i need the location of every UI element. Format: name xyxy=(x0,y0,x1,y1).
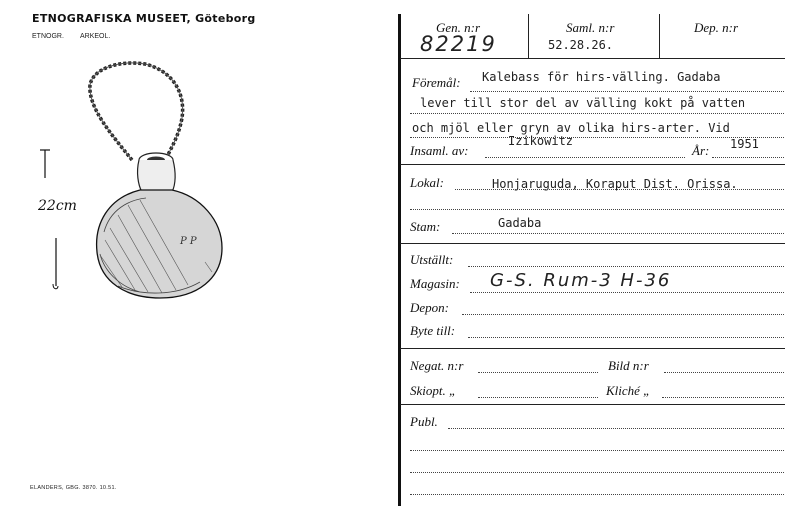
gen-value: 82219 xyxy=(420,32,497,56)
section-rule-4 xyxy=(400,404,785,405)
publ-rule-3 xyxy=(410,472,784,473)
museum-city: Göteborg xyxy=(195,12,256,25)
lokal-label: Lokal: xyxy=(410,175,444,190)
stam-label: Stam: xyxy=(410,219,441,234)
saml-value: 52.28.26. xyxy=(548,38,614,52)
foremal-line-rule-1 xyxy=(470,91,784,92)
depon-rule xyxy=(462,314,784,315)
section-rule-3 xyxy=(400,348,785,349)
insaml-rule xyxy=(485,157,685,158)
section-rule-2 xyxy=(400,243,785,244)
utstallt-rule xyxy=(468,266,784,267)
stam-value: Gadaba xyxy=(498,216,542,230)
negat-label: Negat. n:r xyxy=(410,358,464,373)
museum-title: ETNOGRAFISKA MUSEET, xyxy=(32,12,191,25)
card-divider xyxy=(398,14,401,506)
gen-label: Gen. n:r xyxy=(436,20,481,35)
foremal-line-rule-2 xyxy=(410,113,784,114)
foremal-line-3: och mjöl eller gryn av olika hirs-arter. Vid xyxy=(412,121,730,135)
skiopt-rule xyxy=(478,397,598,398)
lokal-rule-2 xyxy=(410,209,784,210)
dept-arkeol: ARKEOL. xyxy=(80,33,111,40)
skiopt-label: Skiopt. „ xyxy=(410,383,457,398)
header-divider-2 xyxy=(659,14,660,58)
byte-label: Byte till: xyxy=(410,323,456,338)
insaml-value: Izikowitz xyxy=(508,134,574,148)
stam-rule xyxy=(452,233,784,234)
negat-rule xyxy=(478,372,598,373)
ar-value: 1951 xyxy=(730,137,759,151)
byte-rule xyxy=(468,337,784,338)
utstallt-label: Utställt: xyxy=(410,252,454,267)
kliche-label: Kliché „ xyxy=(606,383,651,398)
kliche-rule xyxy=(662,397,784,398)
publ-rule-4 xyxy=(410,494,784,495)
lokal-rule-1 xyxy=(455,189,784,190)
header-rule xyxy=(400,58,785,59)
publ-label: Publ. xyxy=(410,414,438,429)
header-divider-1 xyxy=(528,14,529,58)
foremal-line-rule-3 xyxy=(410,137,784,138)
publ-rule-2 xyxy=(410,450,784,451)
section-rule-1 xyxy=(400,164,785,165)
dept-etnogr: ETNOGR. xyxy=(32,33,64,40)
depon-label: Depon: xyxy=(410,300,449,315)
lokal-value: Honjaruguda, Koraput Dist. Orissa. xyxy=(492,177,738,191)
publ-rule-1 xyxy=(448,428,784,429)
foremal-line-1: Kalebass för hirs-välling. Gadaba xyxy=(482,70,721,84)
ar-label: År: xyxy=(692,143,710,158)
bild-rule xyxy=(664,372,784,373)
magasin-label: Magasin: xyxy=(410,276,460,291)
printer-note: ELANDERS, GBG. 3870. 10.51. xyxy=(30,485,117,491)
insaml-label: Insaml. av: xyxy=(410,143,469,158)
svg-text:P P: P P xyxy=(180,236,197,247)
ar-rule xyxy=(712,157,784,158)
size-label: 22cm xyxy=(38,198,77,214)
magasin-rule xyxy=(470,292,784,293)
foremal-label: Föremål: xyxy=(412,75,461,90)
dep-label: Dep. n:r xyxy=(694,20,739,35)
foremal-line-2: lever till stor del av välling kokt på vatten xyxy=(420,96,746,110)
saml-label: Saml. n:r xyxy=(566,20,615,35)
bild-label: Bild n:r xyxy=(608,358,649,373)
magasin-value: G-S. Rum-3 H-36 xyxy=(490,270,672,291)
